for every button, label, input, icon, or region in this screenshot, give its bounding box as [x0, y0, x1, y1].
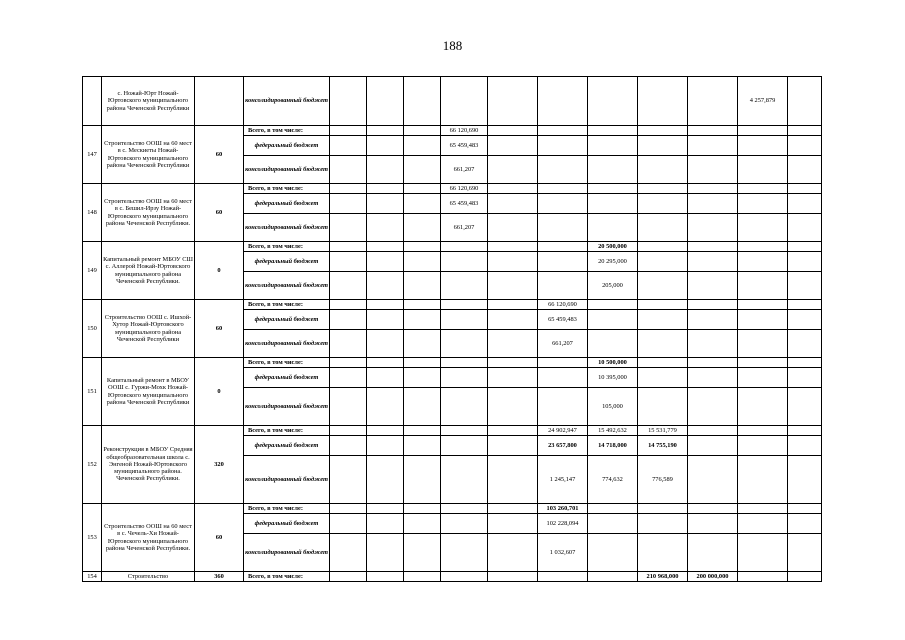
object-name-cell: Строительство ООШ с. Ишхой-Хутор Ножай-Юртовского муниципального района Чеченской Республики: [102, 300, 195, 358]
value-cell: 66 120,690: [441, 126, 488, 136]
value-cell: 210 968,000: [638, 572, 688, 582]
source-total: Всего, в том числе:: [244, 184, 330, 194]
page-number: 188: [442, 38, 463, 53]
table-row: [83, 300, 822, 310]
value-cell: 776,589: [638, 456, 688, 504]
row-number-cell: 151: [83, 358, 102, 426]
source-total: Всего, в том числе:: [244, 572, 330, 582]
value-cell: 10 500,000: [588, 358, 638, 368]
value-cell: 14 718,000: [588, 436, 638, 456]
object-name-cell: Капитальный ремонт МБОУ СШ с. Аллерой Ножай-Юртовского муниципального района Чеченской Республики.: [102, 242, 195, 300]
capacity-cell: 320: [195, 426, 244, 504]
row-number-cell: [83, 77, 102, 126]
value-cell: 200 000,000: [688, 572, 738, 582]
source-consolidated: консолидированный бюджет: [244, 214, 330, 242]
table-row: [83, 126, 822, 136]
row-number-cell: 147: [83, 126, 102, 184]
value-cell: 102 228,094: [538, 514, 588, 534]
capacity-cell: 60: [195, 504, 244, 572]
object-name-cell: Строительство ООШ на 60 мест в с. Чечель-Хи Ножай-Юртовского муниципального района Чеченской Республики.: [102, 504, 195, 572]
row-number-cell: 150: [83, 300, 102, 358]
capacity-cell: 0: [195, 242, 244, 300]
object-name-cell: Строительство ООШ на 60 мест в с. Мескиеты Ножай-Юртовского муниципального района Чеченской Республики: [102, 126, 195, 184]
row-number-cell: 149: [83, 242, 102, 300]
source-federal: федеральный бюджет: [244, 514, 330, 534]
capacity-cell: 60: [195, 184, 244, 242]
value-cell: 10 395,000: [588, 368, 638, 388]
value-cell: 1 032,607: [538, 534, 588, 572]
value-cell: 23 657,800: [538, 436, 588, 456]
source-federal: федеральный бюджет: [244, 194, 330, 214]
source-consolidated: консолидированный бюджет: [244, 388, 330, 426]
value-cell: 65 459,483: [441, 194, 488, 214]
value-cell: 4 257,879: [738, 77, 788, 126]
object-name-cell: Реконструкция в МБОУ Средняя общеобразовательная школа с. Энгеной Ножай-Юртовского муниципального района. Чеченской Республики.: [102, 426, 195, 504]
source-total: Всего, в том числе:: [244, 504, 330, 514]
value-cell: 65 459,483: [538, 310, 588, 330]
source-total: Всего, в том числе:: [244, 358, 330, 368]
row-number-cell: 153: [83, 504, 102, 572]
capacity-cell: [195, 77, 244, 126]
row-number-cell: 148: [83, 184, 102, 242]
value-cell: 66 120,690: [441, 184, 488, 194]
capacity-cell: 0: [195, 358, 244, 426]
value-cell: 774,632: [588, 456, 638, 504]
table-row: [83, 242, 822, 252]
object-name-cell: с. Ножай-Юрт Ножай-Юртовского муниципального района Чеченской Республики: [102, 77, 195, 126]
table-row: [83, 426, 822, 436]
value-cell: 661,207: [441, 156, 488, 184]
source-consolidated: консолидированный бюджет: [244, 156, 330, 184]
source-consolidated: консолидированный бюджет: [244, 534, 330, 572]
source-federal: федеральный бюджет: [244, 436, 330, 456]
source-federal: федеральный бюджет: [244, 252, 330, 272]
row-number-cell: 152: [83, 426, 102, 504]
source-federal: федеральный бюджет: [244, 368, 330, 388]
value-cell: 661,207: [538, 330, 588, 358]
table-row: [83, 572, 822, 582]
value-cell: 661,207: [441, 214, 488, 242]
source-total: Всего, в том числе:: [244, 426, 330, 436]
value-cell: 15 492,632: [588, 426, 638, 436]
source-total: Всего, в том числе:: [244, 242, 330, 252]
value-cell: 14 755,190: [638, 436, 688, 456]
source-consolidated: консолидированный бюджет: [244, 456, 330, 504]
table-row: [83, 504, 822, 514]
value-cell: 20 500,000: [588, 242, 638, 252]
object-name-cell: Строительство ООШ на 60 мест в с. Бешил-Ирзу Ножай-Юртовского муниципального района Чеченской Республики.: [102, 184, 195, 242]
value-cell: 105,000: [588, 388, 638, 426]
value-cell: 205,000: [588, 272, 638, 300]
source-consolidated: консолидированный бюджет: [244, 272, 330, 300]
value-cell: 20 295,000: [588, 252, 638, 272]
table-row: [83, 77, 822, 126]
source-federal: федеральный бюджет: [244, 310, 330, 330]
value-cell: 24 902,947: [538, 426, 588, 436]
capacity-cell: 60: [195, 126, 244, 184]
value-cell: 15 531,779: [638, 426, 688, 436]
source-federal: федеральный бюджет: [244, 136, 330, 156]
source-consolidated: консолидированный бюджет: [244, 330, 330, 358]
capacity-cell: 60: [195, 300, 244, 358]
capacity-cell: 360: [195, 572, 244, 582]
table-row: [83, 358, 822, 368]
source-total: Всего, в том числе:: [244, 126, 330, 136]
row-number-cell: 154: [83, 572, 102, 582]
value-cell: 103 260,701: [538, 504, 588, 514]
table-row: [83, 184, 822, 194]
source-total: Всего, в том числе:: [244, 300, 330, 310]
object-name-cell: Капитальный ремонт в МБОУ ООШ с. Гуржи-Мохк Ножай-Юртовского муниципального района Чеченской Республики: [102, 358, 195, 426]
budget-table: [82, 76, 822, 582]
object-name-cell: Строительство: [102, 572, 195, 582]
value-cell: 66 120,690: [538, 300, 588, 310]
source-consolidated: консолидированный бюджет: [244, 77, 330, 126]
value-cell: 1 245,147: [538, 456, 588, 504]
value-cell: 65 459,483: [441, 136, 488, 156]
